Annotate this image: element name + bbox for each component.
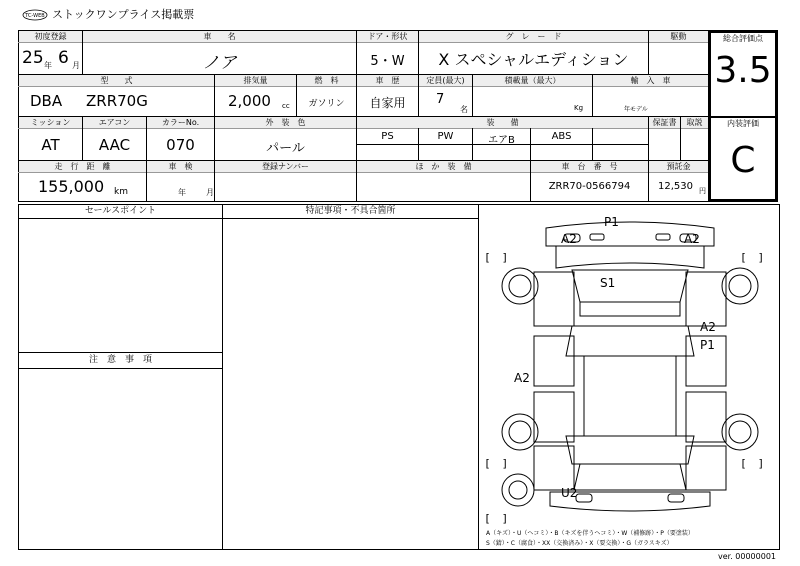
capacity-label: 定員(最大) [419, 75, 472, 86]
logo [22, 6, 48, 18]
grade-label: グ レ ー ド [419, 31, 648, 42]
reg-year-unit: 年 [44, 61, 52, 70]
warranty-label: 保証書 [649, 117, 680, 128]
history-label: 車 歴 [357, 75, 418, 86]
reg-plate-label: 登録ナンバー [215, 161, 356, 172]
bracket: [ ] [484, 457, 509, 470]
capacity-value: 7 [436, 92, 445, 107]
load-unit: Kg [574, 104, 584, 112]
bracket: [ ] [484, 251, 509, 264]
bracket: [ ] [740, 251, 765, 264]
color-no-value: 070 [166, 136, 195, 154]
displacement-unit: cc [282, 102, 290, 110]
inspection-label: 車 検 [147, 161, 214, 172]
equip-item: PS [381, 131, 394, 142]
bracket: [ ] [740, 457, 765, 470]
deposit-unit: 円 [699, 187, 706, 195]
import-car-label: 輸 入 車 [593, 75, 708, 86]
caution-label: 注 意 事 項 [19, 355, 222, 366]
special-notes-label: 特記事項・不具合箇所 [223, 206, 478, 217]
page-title: ストックワンプライス掲載票 [52, 8, 195, 21]
mileage-value: 155,000 [38, 177, 105, 196]
capacity-unit: 名 [460, 105, 468, 114]
damage-mark: A2 [514, 371, 530, 385]
overall-score-value: 3.5 [714, 50, 772, 91]
interior-score-label: 内装評価 [711, 118, 775, 129]
damage-mark: U2 [561, 486, 578, 500]
fuel-label: 燃 料 [297, 75, 356, 86]
exterior-color-value: パール [266, 141, 305, 156]
mission-label: ミッション [19, 117, 82, 128]
insp-month-unit: 月 [206, 188, 214, 197]
legend-line: A（キズ）・U（ヘコミ）・B（キズを伴うヘコミ）・W（補修跡）・P（要塗装） [486, 530, 694, 537]
bracket: [ ] [484, 512, 509, 525]
chassis-no-value: ZRR70-0566794 [548, 181, 631, 192]
damage-mark: A2 [684, 232, 700, 246]
door-shape-label: ドア・形状 [357, 31, 418, 42]
insp-year-unit: 年 [178, 188, 186, 197]
import-year-unit: 年モデル [624, 106, 648, 113]
aircon-label: エアコン [83, 117, 146, 128]
damage-mark: S1 [600, 276, 616, 290]
mileage-unit: km [114, 187, 128, 197]
model-label: 型 式 [19, 75, 214, 86]
displacement-label: 排気量 [215, 75, 296, 86]
interior-score-value: C [730, 140, 756, 181]
mission-value: AT [41, 136, 60, 154]
car-name-label: 車 名 [83, 31, 356, 42]
sales-point-label: セールスポイント [19, 206, 222, 217]
displacement-value: 2,000 [228, 92, 271, 110]
color-no-label: カラーNo. [147, 117, 214, 128]
first-reg-label: 初度登録 [19, 31, 82, 42]
other-equipment-label: ほ か 装 備 [357, 161, 530, 172]
damage-mark: A2 [700, 320, 716, 334]
version: ver. 00000001 [717, 552, 776, 561]
damage-mark: P1 [604, 215, 619, 229]
fuel-value: ガソリン [308, 99, 345, 109]
damage-mark: P1 [700, 338, 715, 352]
deposit-value: 12,530 [658, 181, 693, 192]
reg-month-unit: 月 [72, 61, 80, 70]
car-name-value: ノア [202, 53, 237, 73]
equipment-label: 装 備 [357, 117, 648, 128]
model-prefix: DBA [30, 92, 63, 110]
grade-value: X スペシャルエディション [438, 50, 629, 69]
deposit-label: 預託金 [649, 161, 708, 172]
legend-line: S（錆）・C（腐食）・XX（交換済み）・X（要交換）・G（ガラスキズ） [486, 540, 673, 547]
aircon-value: AAC [98, 136, 131, 154]
equip-item: エアB [488, 135, 515, 146]
chassis-no-label: 車 台 番 号 [531, 161, 648, 172]
history-value: 自家用 [369, 96, 406, 110]
manual-label: 取説 [681, 117, 708, 128]
equip-item: ABS [551, 131, 572, 142]
model-value: ZRR70G [86, 92, 148, 110]
svg-text:TC-WEB: TC-WEB [25, 13, 45, 19]
door-shape-value: 5・W [370, 54, 405, 69]
reg-year: 25 [22, 48, 44, 68]
exterior-color-label: 外 装 色 [215, 117, 356, 128]
equip-item: PW [437, 131, 454, 142]
overall-score-label: 総合評価点 [711, 33, 775, 44]
drive-label: 駆動 [649, 31, 708, 42]
reg-month: 6 [58, 48, 69, 68]
load-label: 積載量（最大） [473, 75, 592, 86]
mileage-label: 走 行 距 離 [19, 161, 146, 172]
damage-mark: A2 [561, 232, 577, 246]
